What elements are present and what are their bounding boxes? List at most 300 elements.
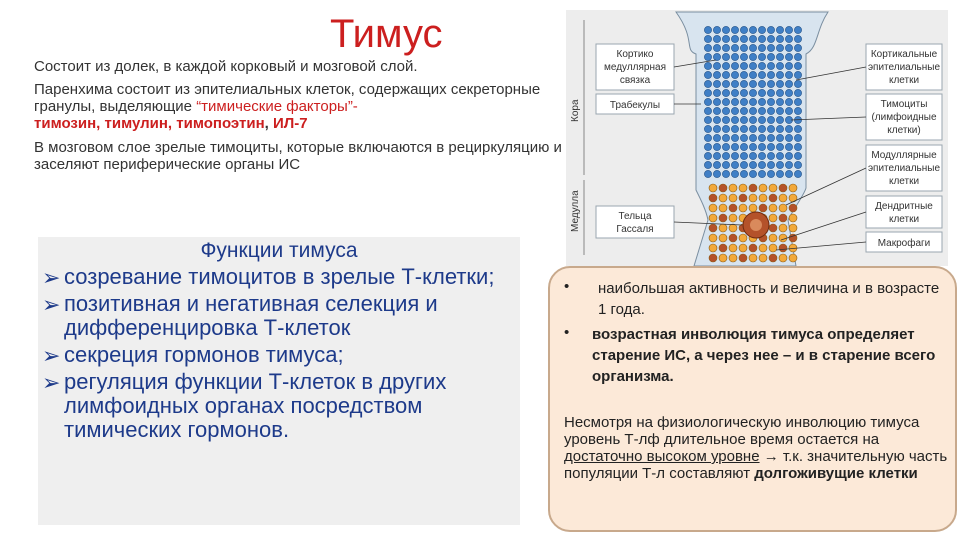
thymocyte-cell — [785, 26, 792, 33]
thymocyte-cell — [731, 116, 738, 123]
thymocyte-cell — [722, 98, 729, 105]
thymocyte-cell — [776, 26, 783, 33]
thymocyte-cell — [704, 53, 711, 60]
thymus-diagram — [566, 10, 948, 266]
thymocyte-cell — [767, 44, 774, 51]
medulla-cell — [729, 254, 737, 262]
thymocyte-cell — [740, 125, 747, 132]
medulla-cell — [779, 214, 787, 222]
thymocyte-cell — [758, 152, 765, 159]
medulla-cell — [709, 204, 717, 212]
info-para-underlined: достаточно высоком уровне — [564, 448, 760, 465]
thymocyte-cell — [785, 170, 792, 177]
right-label-box — [866, 94, 942, 140]
medulla-cell — [789, 224, 797, 232]
left-label-box — [596, 44, 674, 90]
medulla-cell — [769, 254, 777, 262]
thymocyte-cell — [794, 62, 801, 69]
thymocyte-cell — [767, 98, 774, 105]
right-label-line: эпителиальные — [867, 62, 941, 73]
thymocyte-cell — [776, 53, 783, 60]
medulla-cell — [739, 234, 747, 242]
medulla-cell — [739, 254, 747, 262]
thymocyte-cell — [785, 44, 792, 51]
intro-parenchyma-text: Паренхима состоит из эпителиальных клеток, содержащих секреторные гранулы, выделяющие — [34, 81, 541, 115]
right-label-line: (лимфоидные — [871, 112, 937, 123]
medulla-cell — [749, 204, 757, 212]
functions-title: Функции тимуса — [200, 239, 358, 262]
medulla-cell — [769, 204, 777, 212]
thymocyte-cell — [740, 152, 747, 159]
medulla-cell — [779, 244, 787, 252]
arrow-bullet-icon: ➢ — [42, 343, 61, 368]
bullet-icon: • — [564, 278, 570, 295]
medulla-cell — [739, 184, 747, 192]
thymocyte-cell — [722, 134, 729, 141]
thymocyte-cell — [749, 116, 756, 123]
medulla-cell — [719, 194, 727, 202]
bullet-icon: • — [564, 324, 570, 341]
medulla-cell — [759, 244, 767, 252]
thymocyte-cell — [713, 125, 720, 132]
thymocyte-cell — [749, 89, 756, 96]
medulla-cell — [739, 244, 747, 252]
left-label-line: Гассаля — [616, 224, 654, 235]
thymocyte-cell — [758, 44, 765, 51]
thymocyte-cell — [794, 125, 801, 132]
thymocyte-cell — [767, 71, 774, 78]
thymocyte-cell — [749, 71, 756, 78]
thymocyte-cell — [776, 152, 783, 159]
thymocyte-cell — [767, 35, 774, 42]
thymocyte-cell — [704, 44, 711, 51]
thymocyte-cell — [722, 53, 729, 60]
right-label-line: Тимоциты — [880, 99, 928, 110]
right-label-line: клетки — [888, 75, 920, 86]
thymocyte-cell — [749, 80, 756, 87]
medulla-cell — [729, 244, 737, 252]
medulla-cell — [709, 234, 717, 242]
function-item-text: созревание тимоцитов в зрелые Т-клетки; — [64, 264, 495, 289]
thymocyte-cell — [794, 161, 801, 168]
hassall-corpuscle-core — [750, 219, 762, 231]
left-label-line: медуллярная — [604, 62, 666, 73]
medulla-cell — [709, 254, 717, 262]
thymocyte-cell — [740, 143, 747, 150]
arrow-bullet-icon: ➢ — [42, 265, 61, 290]
thymocyte-cell — [776, 35, 783, 42]
right-label-box — [866, 232, 942, 252]
thymocyte-cell — [785, 152, 792, 159]
thymocyte-cell — [785, 71, 792, 78]
medulla-cell — [779, 194, 787, 202]
thymocyte-cell — [704, 152, 711, 159]
thymocyte-cell — [740, 89, 747, 96]
thymocyte-cell — [767, 116, 774, 123]
thymocyte-cell — [731, 89, 738, 96]
cortex-cells — [704, 26, 801, 177]
info-bullet-item — [564, 278, 944, 320]
thymocyte-cell — [767, 161, 774, 168]
thymocyte-cell — [740, 62, 747, 69]
thymocyte-cell — [749, 26, 756, 33]
thymocyte-cell — [785, 107, 792, 114]
thymocyte-cell — [785, 98, 792, 105]
thymocyte-cell — [794, 44, 801, 51]
thymocyte-cell — [731, 143, 738, 150]
medulla-cell — [729, 234, 737, 242]
medulla-cell — [749, 254, 757, 262]
thymocyte-cell — [749, 125, 756, 132]
thymocyte-cell — [785, 125, 792, 132]
thymocyte-cell — [785, 161, 792, 168]
thymocyte-cell — [722, 62, 729, 69]
function-item-text: секреция гормонов тимуса; — [64, 342, 344, 367]
info-para-bold: долгоживущие клетки — [754, 465, 918, 482]
medulla-cell — [729, 204, 737, 212]
thymocyte-cell — [794, 71, 801, 78]
thymocyte-cell — [713, 44, 720, 51]
info-bullet-text: наибольшая активность и величина и в возрасте 1 года. — [598, 280, 940, 318]
right-label-box — [866, 196, 942, 228]
thymocyte-cell — [758, 62, 765, 69]
thymocyte-cell — [722, 116, 729, 123]
medulla-cell — [759, 184, 767, 192]
thymic-factors: “тимические факторы”- — [196, 98, 358, 115]
thymocyte-cell — [776, 107, 783, 114]
thymocyte-cell — [749, 35, 756, 42]
medulla-cell — [769, 214, 777, 222]
thymocyte-cell — [785, 53, 792, 60]
medulla-cell — [749, 244, 757, 252]
thymocyte-cell — [767, 152, 774, 159]
thymocyte-cell — [758, 98, 765, 105]
thymocyte-cell — [731, 62, 738, 69]
thymocyte-cell — [776, 161, 783, 168]
thymus-diagram-svg — [566, 10, 948, 266]
thymocyte-cell — [767, 80, 774, 87]
left-label-line: связка — [619, 75, 651, 86]
intro-text — [34, 58, 564, 173]
thymocyte-cell — [794, 35, 801, 42]
right-label-line: клетки — [888, 176, 920, 187]
thymocyte-cell — [758, 26, 765, 33]
right-label-line: клетки — [888, 214, 920, 225]
thymocyte-cell — [722, 125, 729, 132]
thymocyte-cell — [713, 116, 720, 123]
medulla-cell — [769, 244, 777, 252]
thymocyte-cell — [767, 134, 774, 141]
thymocyte-cell — [731, 44, 738, 51]
right-label-line: эпителиальные — [867, 163, 941, 174]
thymocyte-cell — [713, 35, 720, 42]
medulla-cell — [709, 214, 717, 222]
thymocyte-cell — [704, 35, 711, 42]
medulla-cell — [729, 224, 737, 232]
left-label-box — [596, 94, 674, 114]
thymocyte-cell — [749, 53, 756, 60]
thymocyte-cell — [749, 107, 756, 114]
thymocyte-cell — [776, 62, 783, 69]
thymocyte-cell — [749, 143, 756, 150]
thymocyte-cell — [704, 98, 711, 105]
thymocyte-cell — [713, 161, 720, 168]
thymocyte-cell — [767, 26, 774, 33]
thymocyte-cell — [722, 152, 729, 159]
thymocyte-cell — [794, 107, 801, 114]
thymocyte-cell — [776, 170, 783, 177]
function-item — [42, 265, 514, 289]
thymocyte-cell — [722, 71, 729, 78]
function-item-text: позитивная и негативная селекция и дифференцировка Т-клеток — [64, 291, 438, 340]
thymocyte-cell — [740, 80, 747, 87]
thymocyte-cell — [758, 53, 765, 60]
thymocyte-cell — [794, 89, 801, 96]
thymocyte-cell — [749, 152, 756, 159]
medulla-cell — [789, 254, 797, 262]
thymocyte-cell — [713, 143, 720, 150]
thymocyte-cell — [749, 134, 756, 141]
thymocyte-cell — [785, 134, 792, 141]
thymocyte-cell — [740, 134, 747, 141]
right-label-line: клетки) — [887, 125, 921, 136]
thymocyte-cell — [713, 53, 720, 60]
thymocyte-cell — [776, 80, 783, 87]
thymocyte-cell — [758, 170, 765, 177]
thymocyte-cell — [785, 62, 792, 69]
thymocyte-cell — [713, 152, 720, 159]
thymocyte-cell — [713, 26, 720, 33]
medulla-cell — [749, 184, 757, 192]
thymocyte-cell — [776, 116, 783, 123]
thymocyte-cell — [758, 35, 765, 42]
medulla-cell — [779, 184, 787, 192]
thymocyte-cell — [713, 170, 720, 177]
il7: ИЛ-7 — [272, 115, 308, 132]
thymocyte-cell — [731, 107, 738, 114]
medulla-cell — [779, 254, 787, 262]
right-label-box — [866, 145, 942, 191]
left-label-line: Тельца — [618, 211, 652, 222]
medulla-cell — [709, 224, 717, 232]
function-item — [42, 343, 514, 367]
thymocyte-cell — [713, 71, 720, 78]
medulla-cell — [769, 184, 777, 192]
thymocyte-cell — [785, 143, 792, 150]
medulla-cell — [739, 194, 747, 202]
thymocyte-cell — [767, 89, 774, 96]
intro-line-parenchyma — [34, 81, 564, 132]
medulla-cell — [759, 254, 767, 262]
function-item-text: регуляция функции Т-клеток в других лимфоидных органах посредством тимических гормонов. — [64, 369, 447, 442]
thymocyte-cell — [704, 62, 711, 69]
thymocyte-cell — [767, 107, 774, 114]
thymocyte-cell — [704, 116, 711, 123]
thymocyte-cell — [722, 44, 729, 51]
thymocyte-cell — [776, 125, 783, 132]
thymocyte-cell — [731, 53, 738, 60]
thymocyte-cell — [722, 26, 729, 33]
thymocyte-cell — [785, 89, 792, 96]
medulla-cell — [789, 184, 797, 192]
thymocyte-cell — [776, 89, 783, 96]
medulla-cell — [719, 244, 727, 252]
right-label-line: Дендритные — [875, 201, 933, 212]
thymocyte-cell — [731, 170, 738, 177]
thymocyte-cell — [722, 80, 729, 87]
medulla-cell — [719, 214, 727, 222]
thymocyte-cell — [704, 89, 711, 96]
thymocyte-cell — [794, 26, 801, 33]
slide-title: Тимус — [330, 12, 443, 56]
thymocyte-cell — [740, 71, 747, 78]
thymocyte-cell — [794, 170, 801, 177]
info-bullet-item — [564, 324, 944, 387]
thymocyte-cell — [740, 53, 747, 60]
arrow-bullet-icon: ➢ — [42, 370, 61, 395]
medulla-cell — [719, 254, 727, 262]
thymocyte-cell — [713, 134, 720, 141]
medulla-cell — [749, 194, 757, 202]
thymocyte-cell — [704, 71, 711, 78]
thymocyte-cell — [704, 170, 711, 177]
medulla-cell — [719, 204, 727, 212]
medulla-cell — [789, 204, 797, 212]
medulla-cell — [769, 234, 777, 242]
medulla-cell — [719, 234, 727, 242]
right-label-line: Кортикальные — [870, 49, 938, 60]
thymocyte-cell — [794, 53, 801, 60]
thymocyte-cell — [758, 71, 765, 78]
thymocyte-cell — [794, 98, 801, 105]
thymocyte-cell — [740, 116, 747, 123]
thymocyte-cell — [731, 80, 738, 87]
thymocyte-cell — [731, 71, 738, 78]
thymocyte-cell — [776, 44, 783, 51]
thymocyte-cell — [767, 53, 774, 60]
thymocyte-cell — [704, 80, 711, 87]
thymocyte-cell — [722, 143, 729, 150]
thymocyte-cell — [758, 107, 765, 114]
intro-line-medulla: В мозговом слое зрелые тимоциты, которые включаются в рециркуляцию и заселяют периферические органы ИС — [34, 139, 562, 173]
medulla-cell — [789, 214, 797, 222]
medulla-cell — [709, 184, 717, 192]
medulla-cell — [719, 184, 727, 192]
function-item — [42, 292, 514, 340]
thymocyte-cell — [722, 35, 729, 42]
thymocyte-cell — [749, 62, 756, 69]
info-paragraph — [564, 414, 949, 482]
medulla-cell — [779, 224, 787, 232]
medulla-cell — [769, 194, 777, 202]
medulla-cell — [729, 194, 737, 202]
info-panel — [548, 266, 957, 532]
thymocyte-cell — [713, 80, 720, 87]
thymocyte-cell — [767, 143, 774, 150]
thymocyte-cell — [767, 170, 774, 177]
thymocyte-cell — [704, 26, 711, 33]
thymocyte-cell — [740, 98, 747, 105]
thymocyte-cell — [722, 107, 729, 114]
thymocyte-cell — [713, 62, 720, 69]
thymocyte-cell — [776, 98, 783, 105]
medulla-cell — [759, 204, 767, 212]
thymocyte-cell — [740, 26, 747, 33]
medulla-cell — [709, 244, 717, 252]
thymocyte-cell — [776, 143, 783, 150]
comma: , — [264, 115, 273, 132]
thymocyte-cell — [731, 26, 738, 33]
thymocyte-cell — [731, 161, 738, 168]
thymocyte-cell — [740, 161, 747, 168]
left-label-box — [596, 206, 674, 238]
info-para-text: Несмотря на физиологическую инволюцию тимуса уровень Т-лф длительное время остается на — [564, 414, 920, 448]
thymocyte-cell — [785, 80, 792, 87]
medulla-cell — [739, 204, 747, 212]
thymocyte-cell — [713, 89, 720, 96]
thymocyte-cell — [794, 134, 801, 141]
thymocyte-cell — [749, 161, 756, 168]
thymocyte-cell — [776, 71, 783, 78]
thymocyte-cell — [785, 35, 792, 42]
medulla-cell — [709, 194, 717, 202]
function-item — [42, 370, 514, 442]
thymocyte-cell — [758, 116, 765, 123]
medulla-cell — [729, 214, 737, 222]
thymocyte-cell — [794, 152, 801, 159]
thymocyte-cell — [722, 89, 729, 96]
thymocyte-cell — [722, 170, 729, 177]
thymocyte-cell — [758, 161, 765, 168]
thymocyte-cell — [704, 143, 711, 150]
label-medulla: Медулла — [570, 190, 581, 232]
thymic-hormones: тимозин, тимулин, тимопоэтин — [34, 115, 265, 132]
thymocyte-cell — [740, 44, 747, 51]
thymocyte-cell — [722, 161, 729, 168]
thymocyte-cell — [794, 80, 801, 87]
thymocyte-cell — [758, 125, 765, 132]
thymocyte-cell — [731, 152, 738, 159]
thymocyte-cell — [749, 98, 756, 105]
right-label-line: Макрофаги — [877, 238, 931, 249]
thymocyte-cell — [740, 170, 747, 177]
left-label-line: Трабекулы — [609, 100, 661, 111]
thymocyte-cell — [758, 134, 765, 141]
thymocyte-cell — [731, 125, 738, 132]
thymocyte-cell — [704, 125, 711, 132]
thymocyte-cell — [767, 125, 774, 132]
thymocyte-cell — [749, 44, 756, 51]
arrow-bullet-icon: ➢ — [42, 292, 61, 317]
thymocyte-cell — [794, 143, 801, 150]
left-label-line: Кортико — [616, 49, 654, 60]
thymocyte-cell — [758, 89, 765, 96]
functions-list — [38, 265, 520, 442]
thymocyte-cell — [776, 134, 783, 141]
medulla-cell — [779, 204, 787, 212]
functions-panel — [38, 237, 520, 525]
right-label-line: Модуллярные — [871, 150, 937, 161]
thymocyte-cell — [749, 170, 756, 177]
intro-line-structure: Состоит из долек, в каждой корковый и мозговой слой. — [34, 58, 418, 75]
info-bullet-text: возрастная инволюция тимуса определяет старение ИС, а через нее – и в старение всего организма. — [592, 326, 936, 385]
info-para-text: т.к. значительную часть популяции Т-л составляют — [564, 448, 948, 482]
thymocyte-cell — [758, 143, 765, 150]
right-label-box — [866, 44, 942, 90]
thymocyte-cell — [740, 35, 747, 42]
thymocyte-cell — [740, 107, 747, 114]
thymocyte-cell — [704, 161, 711, 168]
